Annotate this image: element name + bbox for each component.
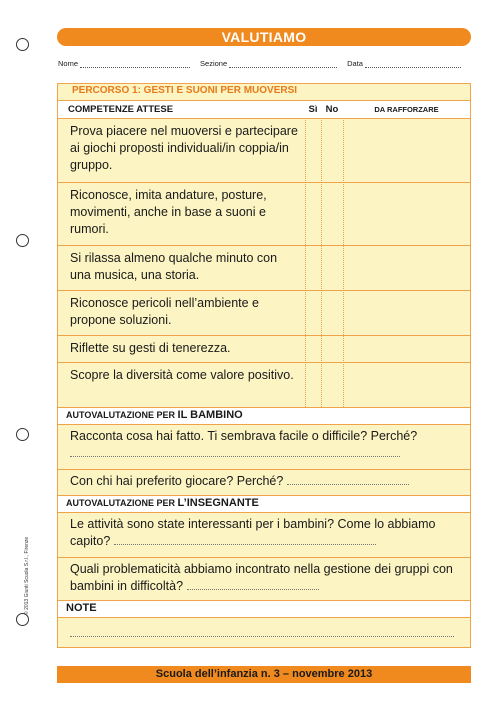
question-row — [58, 424, 470, 469]
autovalutazione-target: L’INSEGNANTE — [177, 497, 259, 509]
autovalutazione-label: AUTOVALUTAZIONE PER — [66, 498, 176, 508]
table-row — [58, 362, 470, 407]
col-no: No — [325, 104, 339, 115]
question-text — [58, 425, 470, 462]
autovalutazione-target: IL BAMBINO — [177, 409, 243, 421]
page-title: VALUTIAMO — [57, 28, 471, 46]
note-field[interactable] — [70, 626, 454, 637]
competenza-text: Scopre la diversità come valore positivo. — [70, 368, 294, 382]
col-da-rafforzare: DA RAFFORZARE — [374, 105, 439, 114]
footer: Scuola dell’infanzia n. 3 – novembre 2013 — [57, 666, 471, 683]
question-row — [58, 512, 470, 557]
answer-field[interactable] — [70, 446, 400, 457]
table-row — [58, 290, 470, 335]
sezione-field[interactable] — [229, 61, 337, 68]
evaluation-sheet — [57, 83, 471, 648]
table-header — [58, 100, 470, 118]
nome-field[interactable] — [80, 61, 190, 68]
question-label: Le attività sono state interessanti per i bambini? Come lo abbiamo capito? — [70, 517, 436, 548]
note-row — [58, 617, 470, 647]
percorso-text: PERCORSO 1: GESTI E SUONI PER MUOVERSI — [72, 85, 298, 96]
question-row — [58, 557, 470, 600]
question-label: Racconta cosa hai fatto. Ti sembrava facile o difficile? Perché? — [70, 429, 418, 443]
data-field[interactable] — [365, 61, 461, 68]
competenza-text: Si rilassa almeno qualche minuto con una musica, una storia. — [70, 251, 278, 282]
competenza-text: Riconosce pericoli nell’ambiente e propone soluzioni. — [70, 296, 259, 327]
competenza-text: Prova piacere nel muoversi e partecipare ai giochi proposti individuali/in coppia/in gruppo. — [70, 124, 298, 172]
question-label: Con chi hai preferito giocare? Perché? — [70, 474, 284, 488]
sezione-label: Sezione — [200, 59, 228, 68]
col-si: Sì — [308, 104, 318, 115]
note-label: NOTE — [66, 602, 97, 614]
binder-hole — [16, 428, 29, 441]
autovalutazione-insegnante-heading — [58, 495, 470, 512]
table-row — [58, 118, 470, 182]
table-row — [58, 245, 470, 290]
table-row — [58, 182, 470, 245]
question-label: Quali problematicità abbiamo incontrato nella gestione dei gruppi con bambini in difficoltà? — [70, 562, 453, 593]
question-text — [58, 513, 470, 550]
question-text — [58, 470, 470, 490]
student-info-line — [58, 59, 470, 68]
binder-hole — [16, 234, 29, 247]
answer-field[interactable] — [287, 474, 409, 485]
answer-field[interactable] — [187, 579, 319, 590]
competenza-text: Riflette su gesti di tenerezza. — [70, 341, 231, 355]
question-row — [58, 469, 470, 495]
note-heading — [58, 600, 470, 617]
data-label: Data — [347, 59, 363, 68]
autovalutazione-bambino-heading — [58, 407, 470, 424]
nome-label: Nome — [58, 59, 79, 68]
competenza-text: Riconosce, imita andature, posture, movimenti, anche in base a suoni e rumori. — [70, 188, 267, 236]
autovalutazione-label: AUTOVALUTAZIONE PER — [66, 410, 176, 420]
question-text — [58, 558, 470, 595]
table-row — [58, 335, 470, 362]
percorso-heading — [58, 84, 470, 100]
col-competenze: COMPETENZE ATTESE — [68, 104, 174, 115]
copyright-text: © 2013 Giunti Scuola S.r.l., Firenze — [24, 536, 30, 615]
answer-field[interactable] — [114, 534, 376, 545]
binder-hole — [16, 38, 29, 51]
